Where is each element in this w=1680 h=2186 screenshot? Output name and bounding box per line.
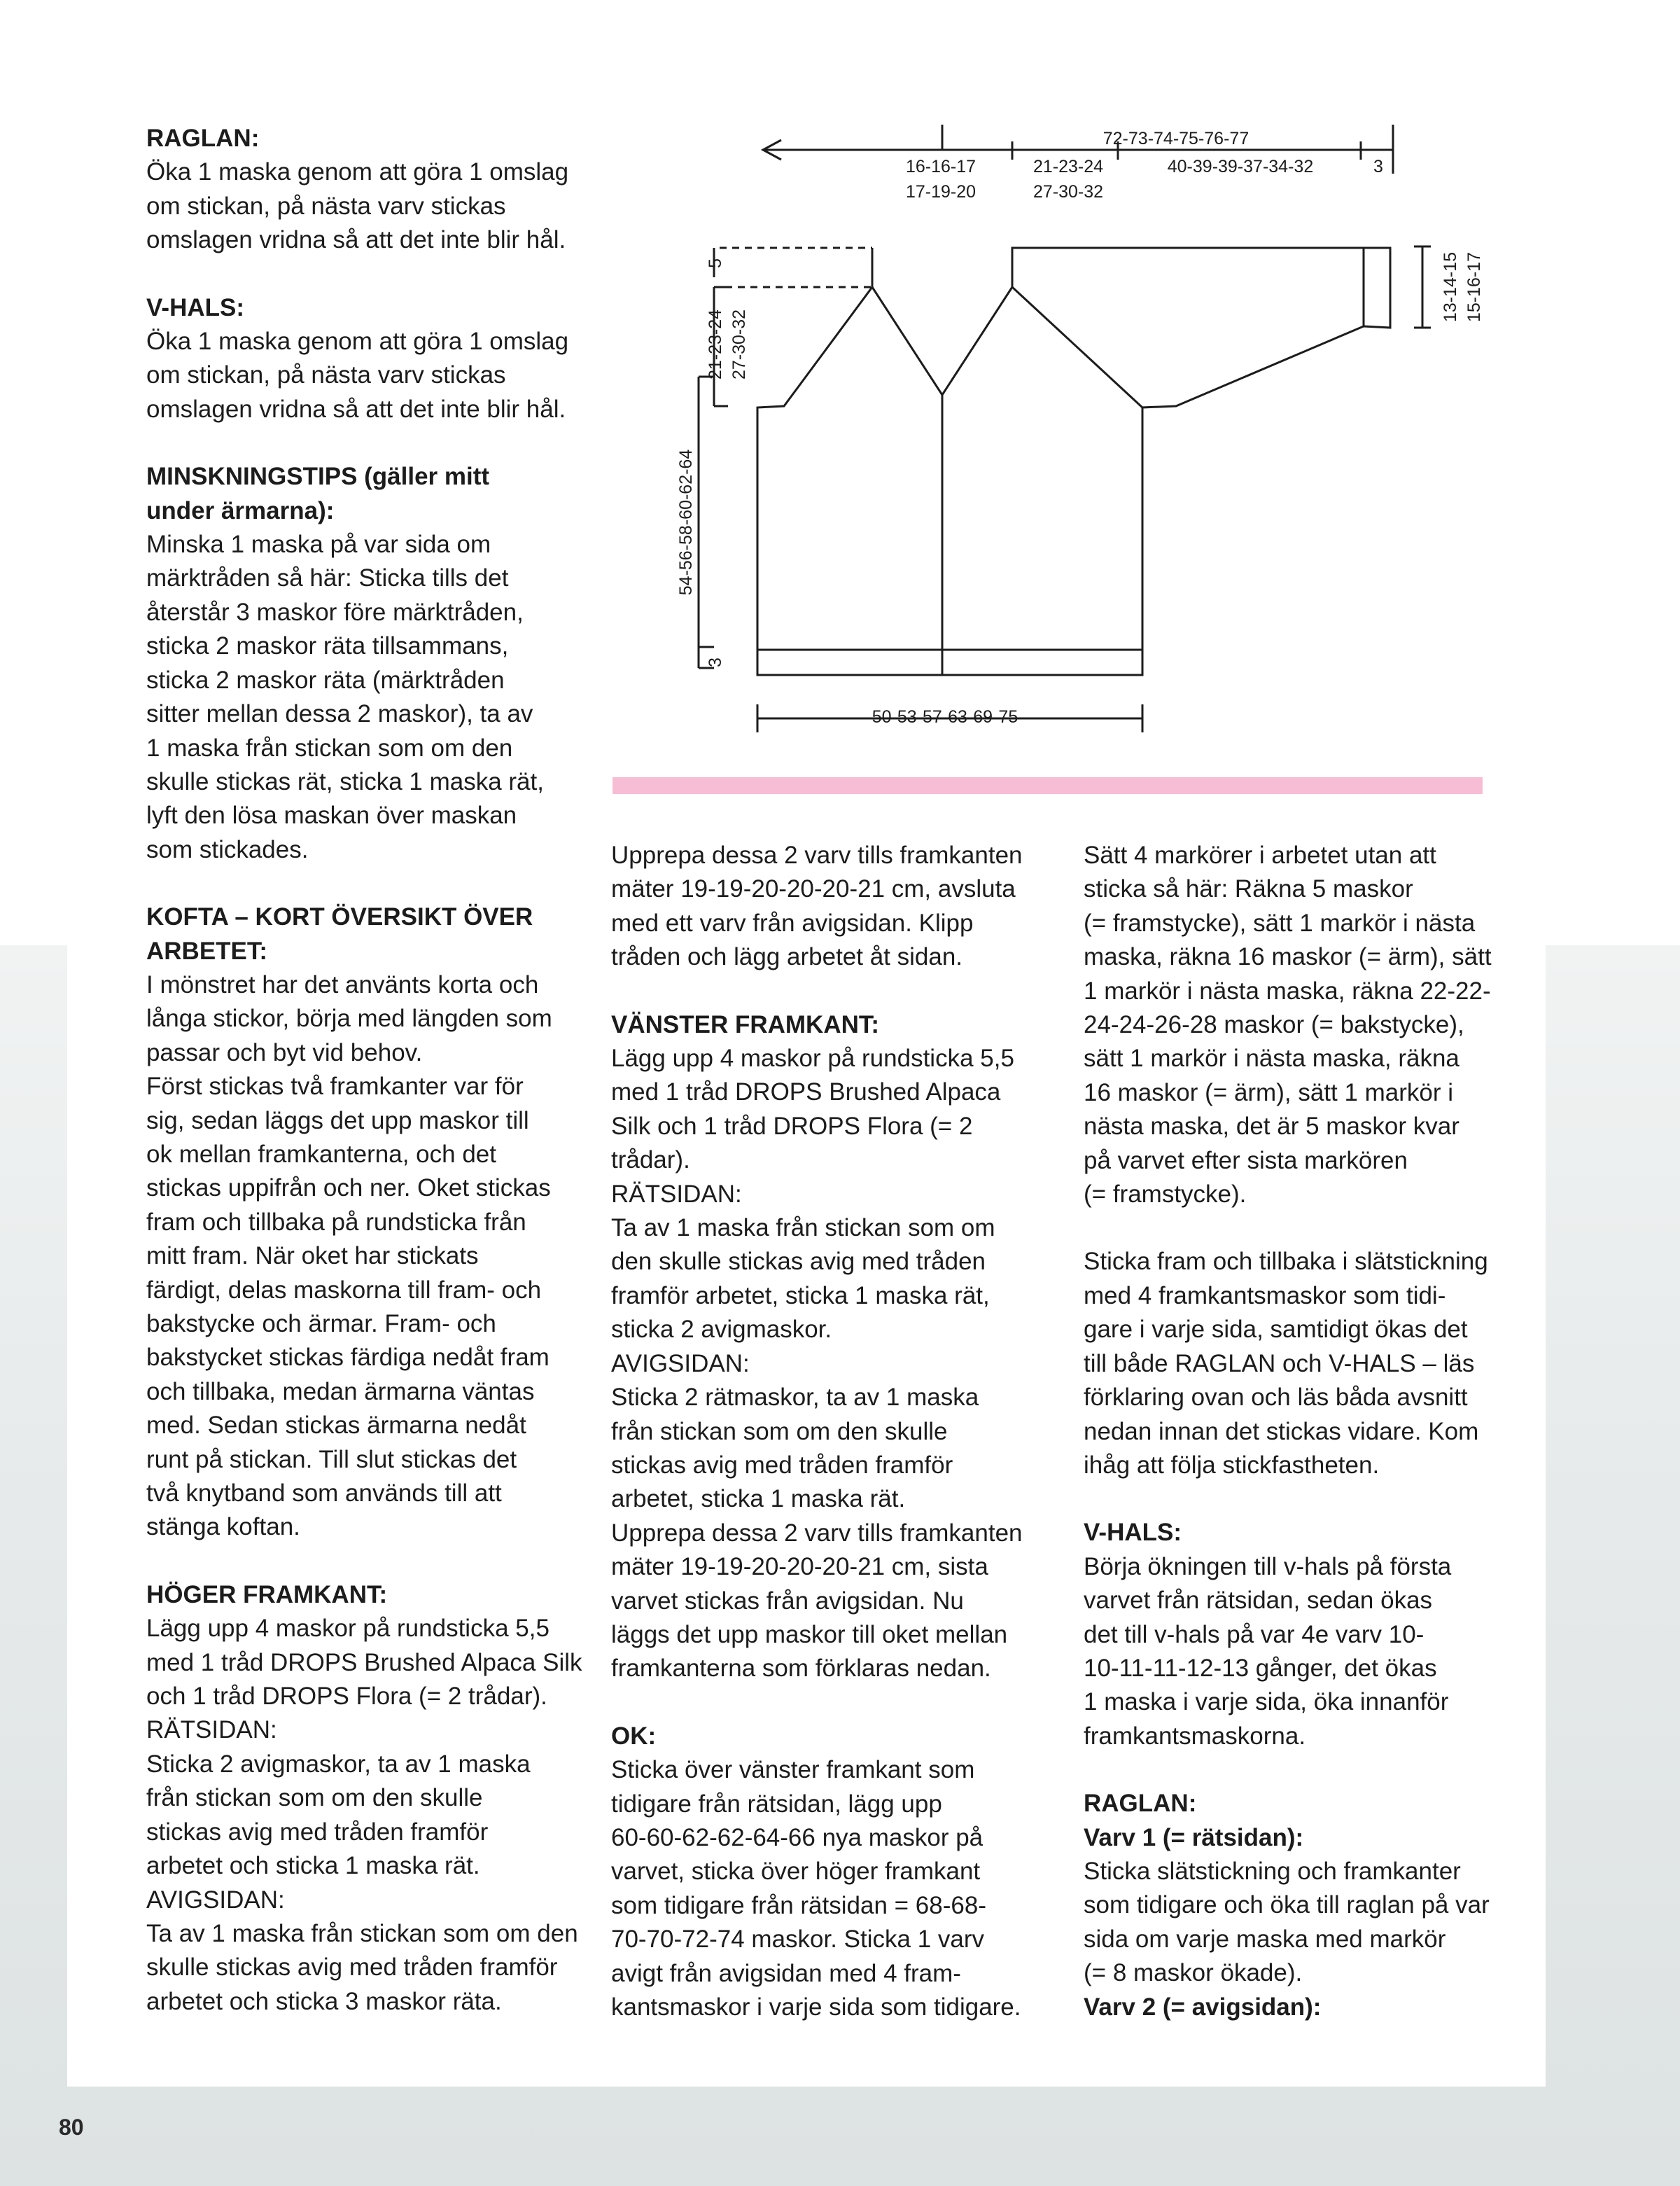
text-line: bakstycket stickas färdiga nedåt fram bbox=[146, 1344, 550, 1372]
text-line: sida om varje maska med markör bbox=[1084, 1925, 1446, 1953]
text-line: Ta av 1 maska från stickan som om den bbox=[146, 1919, 578, 1947]
dim-top-seg3: 40-39-39-37-34-32 bbox=[1167, 157, 1314, 176]
text-line: med 4 framkantsmaskor som tidi- bbox=[1084, 1281, 1446, 1309]
hoger-framkant-body bbox=[146, 1612, 594, 2019]
ok-heading: OK: bbox=[611, 1722, 657, 1750]
overview-heading bbox=[146, 900, 594, 968]
text-line: med ett varv från avigsidan. Klipp bbox=[611, 909, 974, 937]
text-line: RÄTSIDAN: bbox=[146, 1716, 277, 1744]
text-line: Sätt 4 markörer i arbetet utan att bbox=[1084, 842, 1436, 869]
text-line: skulle stickas rät, sticka 1 maska rät, bbox=[146, 767, 544, 795]
text-line: (= framstycke). bbox=[1084, 1181, 1247, 1209]
text-line: långa stickor, börja med längden som bbox=[146, 1005, 552, 1033]
text-line: och tillbaka, medan ärmarna väntas bbox=[146, 1377, 535, 1405]
text-line: 60-60-62-62-64-66 nya maskor på bbox=[611, 1823, 983, 1851]
text-line: stickas uppifrån och ner. Oket stickas bbox=[146, 1174, 551, 1202]
varv1-heading: Varv 1 (= rätsidan): bbox=[1084, 1823, 1304, 1851]
text-line: och 1 tråd DROPS Flora (= 2 trådar). bbox=[146, 1683, 547, 1711]
text-line: sätt 1 markör i nästa maska, räkna bbox=[1084, 1045, 1460, 1073]
text-line: bakstycke och ärmar. Fram- och bbox=[146, 1310, 496, 1337]
vanster-framkant-heading: VÄNSTER FRAMKANT: bbox=[611, 1010, 880, 1038]
dim-top-seg2-b: 27-30-32 bbox=[1032, 182, 1104, 202]
text-line: Först stickas två framkanter var för bbox=[146, 1073, 524, 1101]
text-line: från stickan som om den skulle bbox=[611, 1417, 948, 1445]
raglan-heading-2: RAGLAN: bbox=[1084, 1790, 1197, 1818]
text-line: stickas avig med tråden framför bbox=[611, 1451, 953, 1479]
text-line: 24-24-26-28 maskor (= bakstycke), bbox=[1084, 1011, 1464, 1039]
text-line: sticka så här: Räkna 5 maskor bbox=[1084, 875, 1413, 903]
varv1-body bbox=[1084, 1855, 1532, 1991]
text-line: Upprepa dessa 2 varv tills framkanten bbox=[611, 842, 1023, 869]
column-3 bbox=[1084, 839, 1532, 2024]
text-line: ihåg att följa stickfastheten. bbox=[1084, 1451, 1380, 1479]
text-line: sticka 2 maskor räta tillsammans, bbox=[146, 632, 509, 660]
text-line: 70-70-72-74 maskor. Sticka 1 varv bbox=[611, 1926, 985, 1954]
vhals-body bbox=[146, 325, 594, 426]
text-line: runt på stickan. Till slut stickas det bbox=[146, 1445, 517, 1473]
text-line: läggs det upp maskor till oket mellan bbox=[611, 1620, 1008, 1648]
text-line: Silk och 1 tråd DROPS Flora (= 2 bbox=[611, 1112, 973, 1140]
overview-body bbox=[146, 968, 594, 1545]
text-line: ok mellan framkanterna, och det bbox=[146, 1140, 496, 1168]
text-line: Öka 1 maska genom att göra 1 omslag bbox=[146, 158, 569, 186]
text-line: nedan innan det stickas vidare. Kom bbox=[1084, 1417, 1479, 1445]
dim-top-seg1-b: 17-19-20 bbox=[905, 182, 976, 202]
raglan-body bbox=[146, 155, 594, 257]
intro-body bbox=[611, 839, 1059, 975]
stockinette-body bbox=[1084, 1245, 1532, 1482]
text-line: Börja ökningen till v-hals på första bbox=[1084, 1552, 1452, 1580]
dim-cuff-b: 15-16-17 bbox=[1464, 251, 1484, 323]
dim-top-seg2-a: 21-23-24 bbox=[1032, 157, 1104, 176]
text-line: tråden och lägg arbetet åt sidan. bbox=[611, 943, 963, 971]
text-line: på varvet efter sista markören bbox=[1084, 1146, 1408, 1174]
text-line: till både RAGLAN och V-HALS – läs bbox=[1084, 1349, 1475, 1377]
text-line: (= framstycke), sätt 1 markör i nästa bbox=[1084, 909, 1476, 937]
column-1 bbox=[146, 122, 594, 2019]
text-line: avigt från avigsidan med 4 fram- bbox=[611, 1959, 961, 1987]
raglan-heading: RAGLAN: bbox=[146, 125, 260, 152]
text-line: KOFTA – KORT ÖVERSIKT ÖVER bbox=[146, 903, 533, 931]
markers-body bbox=[1084, 839, 1532, 1211]
text-line: Lägg upp 4 maskor på rundsticka 5,5 bbox=[611, 1045, 1014, 1073]
schematic-svg bbox=[602, 119, 1526, 742]
text-line: under ärmarna): bbox=[146, 496, 335, 524]
text-line: framkantsmaskorna. bbox=[1084, 1722, 1306, 1750]
text-line: RÄTSIDAN: bbox=[611, 1180, 742, 1208]
dim-cuff-a: 13-14-15 bbox=[1441, 251, 1460, 323]
text-line: Sticka fram och tillbaka i slätstickning bbox=[1084, 1248, 1488, 1276]
vanster-framkant-body bbox=[611, 1042, 1059, 1686]
ok-body bbox=[611, 1753, 1059, 2024]
text-line: omslagen vridna så att det inte blir hål. bbox=[146, 226, 566, 254]
text-line: ARBETET: bbox=[146, 937, 268, 965]
text-line: Minska 1 maska på var sida om bbox=[146, 531, 491, 559]
text-line: arbetet och sticka 3 maskor räta. bbox=[146, 1987, 502, 2015]
text-line: Lägg upp 4 maskor på rundsticka 5,5 bbox=[146, 1615, 550, 1643]
text-line: Sticka 2 avigmaskor, ta av 1 maska bbox=[146, 1750, 531, 1778]
text-line: den skulle stickas avig med tråden bbox=[611, 1248, 986, 1276]
text-line: 1 markör i nästa maska, räkna 22-22- bbox=[1084, 977, 1491, 1005]
text-line: framför arbetet, sticka 1 maska rät, bbox=[611, 1281, 990, 1309]
vhals-body-2 bbox=[1084, 1550, 1532, 1753]
text-line: nästa maska, det är 5 maskor kvar bbox=[1084, 1113, 1460, 1141]
text-line: sig, sedan läggs det upp maskor till bbox=[146, 1106, 529, 1134]
text-line: AVIGSIDAN: bbox=[146, 1886, 285, 1914]
text-line: som tidigare från rätsidan = 68-68- bbox=[611, 1891, 986, 1919]
text-line: arbetet och sticka 1 maska rät. bbox=[146, 1852, 480, 1880]
text-line: två knytband som används till att bbox=[146, 1480, 502, 1508]
text-line: mäter 19-19-20-20-20-21 cm, avsluta bbox=[611, 875, 1016, 903]
text-line: Öka 1 maska genom att göra 1 omslag bbox=[146, 328, 569, 356]
text-line: Sticka över vänster framkant som bbox=[611, 1756, 975, 1784]
text-line: Ta av 1 maska från stickan som om bbox=[611, 1214, 995, 1242]
text-line: tidigare från rätsidan, lägg upp bbox=[611, 1790, 942, 1818]
text-line: kantsmaskor i varje sida som tidigare. bbox=[611, 1993, 1021, 2021]
varv2-heading: Varv 2 (= avigsidan): bbox=[1084, 1993, 1322, 2021]
tips-body bbox=[146, 528, 594, 867]
text-line: fram och tillbaka på rundsticka från bbox=[146, 1208, 526, 1236]
text-line: förklaring ovan och läs båda avsnitt bbox=[1084, 1384, 1468, 1412]
column-2 bbox=[611, 839, 1059, 2024]
dim-top-seg1-a: 16-16-17 bbox=[905, 157, 976, 176]
text-line: gare i varje sida, samtidigt ökas det bbox=[1084, 1316, 1468, 1344]
text-line: omslagen vridna så att det inte blir hål. bbox=[146, 395, 566, 423]
text-line: återstår 3 maskor före märktråden, bbox=[146, 598, 524, 626]
accent-divider bbox=[612, 777, 1483, 794]
text-line: det till v-hals på var 4e varv 10- bbox=[1084, 1620, 1424, 1648]
text-line: med 1 tråd DROPS Brushed Alpaca Silk bbox=[146, 1648, 582, 1676]
text-line: 16 maskor (= ärm), sätt 1 markör i bbox=[1084, 1078, 1454, 1106]
text-line: märktråden så här: Sticka tills det bbox=[146, 564, 509, 592]
tips-heading bbox=[146, 460, 594, 528]
text-line: mitt fram. När oket har stickats bbox=[146, 1242, 479, 1270]
text-line: 10-11-11-12-13 gånger, det ökas bbox=[1084, 1654, 1437, 1682]
text-line: mäter 19-19-20-20-20-21 cm, sista bbox=[611, 1553, 988, 1581]
text-line: med 1 tråd DROPS Brushed Alpaca bbox=[611, 1078, 1001, 1106]
dim-left-total: 54-56-58-60-62-64 bbox=[676, 449, 696, 596]
dim-left-rib: 3 bbox=[706, 657, 725, 667]
dim-bottom-width: 50-53-57-63-69-75 bbox=[872, 707, 1018, 727]
dim-left-neck: 5 bbox=[706, 258, 725, 268]
page-number: 80 bbox=[59, 2115, 84, 2140]
text-line: färdigt, delas maskorna till fram- och bbox=[146, 1276, 542, 1304]
text-line: maska, räkna 16 maskor (= ärm), sätt bbox=[1084, 943, 1492, 971]
vhals-heading: V-HALS: bbox=[146, 293, 244, 321]
text-line: Sticka slätstickning och framkanter bbox=[1084, 1857, 1461, 1885]
text-line: arbetet, sticka 1 maska rät. bbox=[611, 1485, 906, 1513]
text-line: passar och byt vid behov. bbox=[146, 1038, 423, 1066]
text-line: I mönstret har det använts korta och bbox=[146, 970, 539, 998]
text-line: stickas avig med tråden framför bbox=[146, 1818, 489, 1846]
text-line: Upprepa dessa 2 varv tills framkanten bbox=[611, 1519, 1023, 1547]
text-line: som tidigare och öka till raglan på var bbox=[1084, 1891, 1490, 1919]
text-line: (= 8 maskor ökade). bbox=[1084, 1959, 1303, 1987]
dim-top-total: 72-73-74-75-76-77 bbox=[1102, 129, 1250, 148]
cardigan-schematic bbox=[602, 119, 1526, 742]
text-line: trådar). bbox=[611, 1146, 690, 1174]
text-line: MINSKNINGSTIPS (gäller mitt bbox=[146, 463, 490, 491]
text-line: som stickades. bbox=[146, 835, 309, 863]
text-line: AVIGSIDAN: bbox=[611, 1349, 750, 1377]
text-line: om stickan, på nästa varv stickas bbox=[146, 192, 506, 220]
text-line: 1 maska från stickan som om den bbox=[146, 734, 513, 762]
hoger-framkant-heading: HÖGER FRAMKANT: bbox=[146, 1580, 388, 1608]
text-line: sticka 2 maskor räta (märktråden bbox=[146, 666, 505, 694]
text-line: lyft den lösa maskan över maskan bbox=[146, 802, 517, 830]
text-line: sticka 2 avigmaskor. bbox=[611, 1316, 832, 1344]
text-line: om stickan, på nästa varv stickas bbox=[146, 361, 506, 389]
text-line: med. Sedan stickas ärmarna nedåt bbox=[146, 1412, 526, 1440]
text-line: skulle stickas avig med tråden framför bbox=[146, 1954, 558, 1982]
text-line: varvet, sticka över höger framkant bbox=[611, 1858, 981, 1886]
text-line: sitter mellan dessa 2 maskor), ta av bbox=[146, 700, 533, 728]
text-line: 1 maska i varje sida, öka innanför bbox=[1084, 1688, 1449, 1716]
dim-left-yoke-b: 27-30-32 bbox=[729, 309, 749, 380]
dim-top-seg4: 3 bbox=[1373, 157, 1383, 176]
text-line: varvet från rätsidan, sedan ökas bbox=[1084, 1587, 1433, 1615]
text-line: stänga koftan. bbox=[146, 1513, 300, 1541]
vhals-heading-2: V-HALS: bbox=[1084, 1519, 1182, 1547]
text-line: framkanterna som förklaras nedan. bbox=[611, 1655, 991, 1683]
dim-left-yoke-a: 21-23-24 bbox=[706, 309, 725, 380]
text-line: från stickan som om den skulle bbox=[146, 1784, 483, 1812]
text-line: Sticka 2 rätmaskor, ta av 1 maska bbox=[611, 1384, 979, 1412]
text-line: varvet stickas från avigsidan. Nu bbox=[611, 1587, 964, 1615]
